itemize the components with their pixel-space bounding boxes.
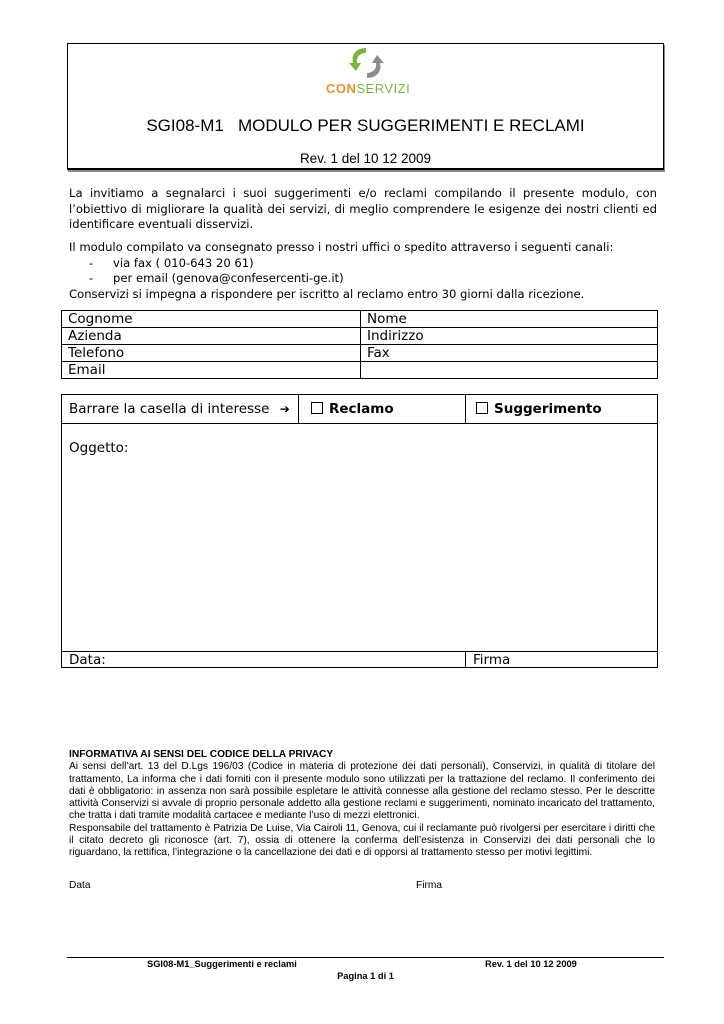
channels-section bbox=[69, 240, 657, 302]
bullet-dash: - bbox=[89, 271, 94, 285]
table-row bbox=[62, 311, 658, 328]
option-reclamo[interactable] bbox=[311, 395, 394, 423]
checkbox-suggerimento[interactable] bbox=[476, 402, 488, 414]
recycle-arrows-logo-icon bbox=[326, 45, 406, 81]
privacy-paragraph: Responsabile del trattamento è Patrizia De Luise, Via Cairoli 11, Genova, cui il reclamante può rivolgersi per esercitare i diritti che il citato decreto gli riconosce (art. 7), ossia di ottenere la conferma dell’esistenza in Conservizi dei dati personali che lo riguardano, la rettifica, l’integrazione o la cancellazione dei dati e di opporsi al trattamento stesso per motivi legittimi. bbox=[69, 822, 655, 859]
complaint-form bbox=[61, 394, 658, 668]
response-commitment: Conservizi si impegna a rispondere per iscritto al reclamo entro 30 giorni dalla ricezione. bbox=[69, 286, 585, 301]
footer-page-number: Pagina 1 di 1 bbox=[337, 971, 394, 981]
footer-divider bbox=[67, 957, 664, 958]
document-revision: Rev. 1 del 10 12 2009 bbox=[299, 151, 432, 166]
company-logo bbox=[326, 45, 411, 101]
option-suggerimento-label: Suggerimento bbox=[494, 401, 602, 417]
privacy-notice bbox=[69, 749, 655, 860]
choice-label: Barrare la casella di interesse bbox=[69, 401, 270, 417]
option-suggerimento[interactable] bbox=[476, 395, 602, 423]
arrow-right-icon: ➔ bbox=[279, 402, 290, 416]
option-reclamo-label: Reclamo bbox=[329, 401, 394, 417]
logo-brand-rest: SERVIZI bbox=[356, 81, 411, 96]
field-telefono[interactable]: Telefono bbox=[62, 345, 361, 362]
sign-date-label: Data bbox=[69, 880, 91, 891]
sign-signature-label: Firma bbox=[416, 880, 443, 891]
field-empty[interactable] bbox=[361, 362, 658, 379]
channel-fax: via fax ( 010-643 20 61) bbox=[113, 255, 254, 270]
channel-item-email bbox=[69, 271, 657, 287]
document-title: SGI08-M1 MODULO PER SUGGERIMENTI E RECLAMI bbox=[146, 116, 585, 135]
table-row bbox=[62, 362, 658, 379]
field-cognome[interactable]: Cognome bbox=[62, 311, 361, 328]
table-row bbox=[62, 328, 658, 345]
channel-email: per email (genova@confesercenti-ge.it) bbox=[113, 271, 344, 285]
privacy-title: INFORMATIVA AI SENSI DEL CODICE DELLA PRIVACY bbox=[69, 749, 334, 760]
subject-label: Oggetto: bbox=[69, 440, 129, 456]
contact-table bbox=[61, 310, 658, 379]
privacy-paragraph: Ai sensi dell’art. 13 del D.Lgs 196/03 (Codice in materia di protezione dei dati personali), Conservizi, in qualità di titolare del trattamento, La informa che i dati forniti con il presente modulo sono utilizzati per la trattazione del reclamo. Il conferimento dei dati è obbligatorio: in assenza non sarà possibile espletare le attività connesse alla gestione del reclamo stesso. Per le descritte attività Conservizi si avvale di proprio personale addetto alla gestione reclami e suggerimenti, nominato incaricato del trattamento, che tratta i dati tramite modalità cartacee e mediante l’uso di mezzi elettronici. bbox=[69, 761, 655, 822]
field-fax[interactable]: Fax bbox=[361, 345, 658, 362]
channels-intro: Il modulo compilato va consegnato presso i nostri uffici o spedito attraverso i seguenti canali: bbox=[69, 240, 614, 254]
table-row bbox=[62, 345, 658, 362]
divider bbox=[465, 651, 466, 668]
divider bbox=[465, 395, 466, 423]
footer-doc-name: SGI08-M1_Suggerimenti e reclami bbox=[147, 959, 297, 969]
field-nome[interactable]: Nome bbox=[361, 311, 658, 328]
field-indirizzo[interactable]: Indirizzo bbox=[361, 328, 658, 345]
divider bbox=[298, 395, 299, 423]
divider bbox=[62, 651, 657, 652]
field-azienda[interactable]: Azienda bbox=[62, 328, 361, 345]
channel-item-fax bbox=[69, 256, 657, 272]
logo-brand-bold: CON bbox=[326, 81, 357, 96]
choice-label-cell bbox=[69, 395, 290, 423]
intro-paragraph: La invitiamo a segnalarci i suoi suggerimenti e/o reclami compilando il presente modulo, con l’obiettivo di migliorare la qualità dei servizi, di meglio comprendere le esigenze dei nostri clienti ed identificare eventuali disservizi. bbox=[69, 186, 657, 231]
signature-label: Firma bbox=[473, 652, 511, 668]
date-label: Data: bbox=[69, 652, 106, 668]
bullet-dash: - bbox=[89, 255, 94, 270]
field-email[interactable]: Email bbox=[62, 362, 361, 379]
footer-revision: Rev. 1 del 10 12 2009 bbox=[485, 959, 577, 969]
checkbox-reclamo[interactable] bbox=[311, 402, 323, 414]
